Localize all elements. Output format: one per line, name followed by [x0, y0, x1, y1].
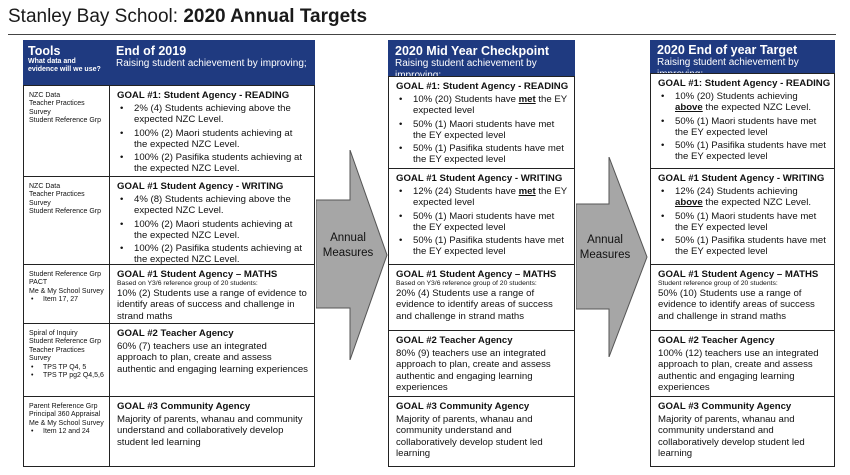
goal-title: GOAL #3 Community Agency — [658, 401, 792, 412]
header-end-year-title: 2020 End of year Target — [657, 43, 798, 57]
goal-item: • 50% (1) Pasifika students have met the EY expected level — [658, 235, 828, 257]
tools-cell-teacher — [23, 323, 110, 397]
goal-text: 60% (7) teachers use an integrated approach to plan, create and assess authentic and engaging learning experiences — [117, 341, 308, 375]
goal-item: • 50% (1) Maori students have met the EY expected level — [396, 211, 568, 233]
tool-line: Teacher Practices Survey — [29, 191, 85, 207]
goal-title: GOAL #1 Student Agency - WRITING — [117, 181, 284, 192]
goal-item: • 50% (1) Maori students have met the EY expected level — [658, 116, 828, 138]
goal-title: GOAL #1: Student Agency - READING — [658, 78, 831, 89]
tools-cell-maths — [23, 264, 110, 324]
page-title-prefix: Stanley Bay School: — [8, 6, 184, 27]
goal-title: GOAL #1 Student Agency - WRITING — [658, 173, 825, 184]
goal-text: 100% (12) teachers use an integrated approach to plan, create and assess authentic and engaging learning experiences — [658, 348, 819, 393]
tools-cell-writing — [23, 176, 110, 265]
arrow-label-right — [577, 233, 633, 263]
goal-title: GOAL #1 Student Agency – MATHS — [658, 269, 819, 280]
tool-line: Teacher Practices Survey — [29, 346, 85, 363]
goal-item: • 100% (2) Pasifika students achieving at the expected NZC Level. — [117, 243, 308, 265]
header-end-year — [650, 40, 835, 73]
header-tools — [23, 40, 109, 85]
goal-item: • 10% (20) Students achieving above the expected NZC Level. — [658, 91, 828, 113]
tool-bullet: • TPS TP Q4, 5 — [29, 364, 104, 372]
page-title-bold: 2020 Annual Targets — [183, 6, 368, 27]
goal-text: Majority of parents, whanau and community understand and collaboratively develop student led learning — [117, 414, 303, 448]
end2019-reading-cell — [109, 85, 315, 177]
endyear-teacher-cell — [650, 330, 835, 397]
tool-line: Me & My School Survey — [29, 419, 104, 427]
goal-text: 80% (9) teachers use an integrated approach to plan, create and assess authentic and engaging learning experiences — [396, 348, 551, 393]
tool-bullet: • Item 12 and 24 — [29, 428, 104, 436]
title-divider — [8, 34, 836, 35]
goal-note: Based on Y3/6 reference group of 20 students: — [396, 280, 537, 288]
tools-cell-reading — [23, 85, 110, 177]
tool-line: Student Reference Grp — [29, 208, 101, 216]
midyear-reading-cell — [388, 76, 575, 169]
goal-title: GOAL #2 Teacher Agency — [396, 335, 513, 346]
goal-note: Student reference group of 20 students: — [658, 280, 778, 288]
header-mid-year-title: 2020 Mid Year Checkpoint — [395, 44, 549, 58]
end2019-writing-cell — [109, 176, 315, 265]
header-mid-year — [388, 40, 575, 76]
arrow-label-line: Annual — [330, 232, 366, 244]
page-title — [8, 6, 367, 28]
goal-title: GOAL #1 Student Agency - WRITING — [396, 173, 563, 184]
goal-text: Majority of parents, whanau and community understand and collaboratively develop student led learning — [658, 414, 805, 459]
goal-item: • 50% (1) Pasifika students have met the EY expected level — [658, 140, 828, 162]
header-tools-sub: What data and evidence will we use? — [28, 58, 101, 73]
goal-text: 10% (2) Students use a range of evidence to identify areas of success and challenge in strand maths — [117, 288, 307, 322]
goal-title: GOAL #1 Student Agency – MATHS — [396, 269, 557, 280]
tools-cell-community — [23, 396, 110, 467]
tool-line: Me & My School Survey — [29, 287, 104, 295]
goal-title: GOAL #2 Teacher Agency — [658, 335, 775, 346]
arrow-label-left — [320, 231, 376, 261]
endyear-writing-cell — [650, 168, 835, 265]
tool-line: Student Reference Grp — [29, 338, 101, 346]
goal-title: GOAL #3 Community Agency — [117, 401, 251, 412]
goal-item: • 12% (24) Students achieving above the expected NZC Level. — [658, 186, 828, 208]
goal-title: GOAL #3 Community Agency — [396, 401, 530, 412]
arrow-label-line: Annual — [587, 234, 623, 246]
arrow-label-line: Measures — [579, 249, 631, 261]
tool-bullet: • TPS TP pg2 Q4,5,6 — [29, 372, 104, 380]
arrow-label-line: Measures — [322, 247, 374, 259]
tool-bullet: • Item 17, 27 — [29, 296, 104, 304]
goal-text: 20% (4) Students use a range of evidence to identify areas of success and challenge in strand maths — [396, 288, 553, 322]
goal-item: • 12% (24) Students have met the EY expected level — [396, 186, 568, 208]
goal-text: Majority of parents, whanau and community understand and collaboratively develop student led learning — [396, 414, 543, 459]
goal-item: • 50% (1) Maori students have met the EY expected level — [396, 119, 568, 141]
tool-line: Student Reference Grp — [29, 271, 101, 278]
endyear-maths-cell — [650, 264, 835, 331]
end2019-community-cell — [109, 396, 315, 467]
goal-text: 50% (10) Students use a range of evidence to identify areas of success and challenge in strand maths — [658, 288, 815, 322]
header-tools-title: Tools — [28, 44, 61, 58]
midyear-maths-cell — [388, 264, 575, 331]
goal-item: • 2% (4) Students achieving above the expected NZC Level. — [117, 103, 308, 125]
header-mid-year-sub: Raising student achievement by — [395, 58, 537, 69]
goal-item: • 100% (2) Pasifika students achieving at the expected NZC Level. — [117, 152, 308, 174]
goal-title: GOAL #1 Student Agency – MATHS — [117, 269, 278, 280]
header-end-2019-title: End of 2019 — [116, 44, 187, 58]
goal-item: • 100% (2) Maori students achieving at the expected NZC Level. — [117, 219, 308, 241]
goal-item: • 100% (2) Maori students achieving at the expected NZC Level. — [117, 128, 308, 150]
tool-line: Student Reference Grp — [29, 117, 101, 125]
midyear-teacher-cell — [388, 330, 575, 397]
goal-title: GOAL #1: Student Agency - READING — [396, 81, 569, 92]
tool-line: Spiral of Inquiry — [29, 330, 78, 337]
tool-line: Teacher Practices Survey — [29, 100, 85, 116]
goal-title: GOAL #1: Student Agency - READING — [117, 90, 290, 101]
goal-note: Based on Y3/6 reference group of 20 students: — [117, 280, 258, 288]
goal-item: • 50% (1) Pasifika students have met the EY expected level — [396, 235, 568, 257]
endyear-community-cell — [650, 396, 835, 467]
goal-item: • 4% (8) Students achieving above the expected NZC Level. — [117, 194, 308, 216]
tool-line: PACT — [29, 279, 48, 287]
tool-line: Principal 360 Appraisal — [29, 411, 101, 419]
midyear-community-cell — [388, 396, 575, 467]
goal-item: • 50% (1) Pasifika students have met the EY expected level — [396, 143, 568, 165]
tool-line: NZC Data — [29, 92, 61, 99]
endyear-reading-cell — [650, 73, 835, 169]
goal-item: • 10% (20) Students have met the EY expected level — [396, 94, 568, 116]
header-end-2019 — [109, 40, 315, 85]
tool-line: NZC Data — [29, 183, 61, 190]
midyear-writing-cell — [388, 168, 575, 265]
goal-item: • 50% (1) Maori students have met the EY expected level — [658, 211, 828, 233]
end2019-maths-cell — [109, 264, 315, 324]
header-end-year-sub: Raising student achievement by — [657, 57, 799, 68]
header-end-2019-sub: Raising student achievement by improving; — [116, 58, 307, 69]
goal-title: GOAL #2 Teacher Agency — [117, 328, 234, 339]
end2019-teacher-cell — [109, 323, 315, 397]
tool-line: Parent Reference Grp — [29, 403, 98, 410]
